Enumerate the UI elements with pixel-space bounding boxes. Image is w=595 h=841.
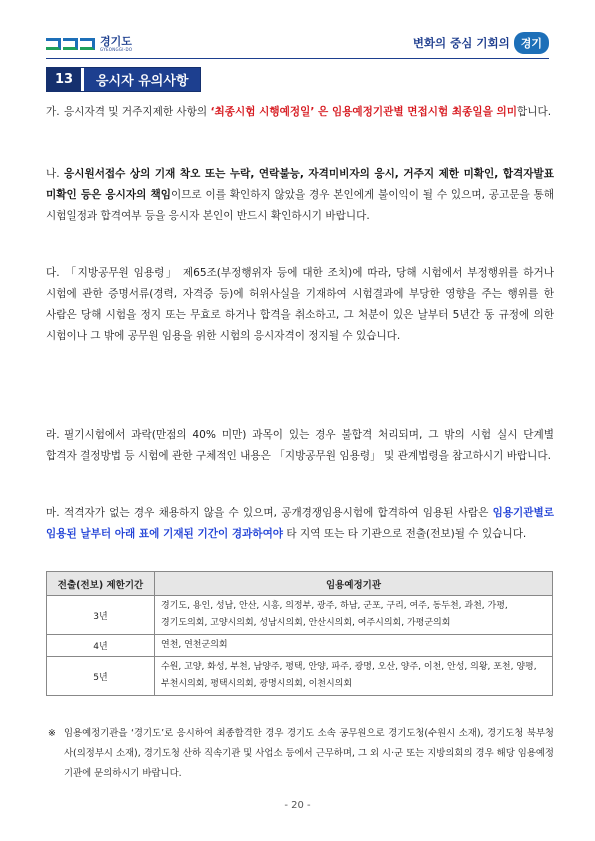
item-marker: 가. (46, 106, 60, 118)
logo-mark-icon (46, 38, 95, 50)
footnote (48, 724, 554, 784)
page-header (0, 0, 595, 62)
item-text: 적격자가 없는 경우 채용하지 않을 수 있으며, 공개경쟁임용시험에 합격하여 임용된 사람은 (64, 507, 493, 519)
item-ra (46, 425, 554, 467)
section-title: 응시자 유의사항 (84, 68, 200, 91)
orgs-cell: 수원, 고양, 화성, 부천, 남양주, 평택, 안양, 파주, 광명, 오산, 양주, 이천, 안성, 의왕, 포천, 양평, 부천시의회, 평택시의회, 광명시의회, 이천시의회 (155, 657, 553, 696)
item-highlight-red: ‘최종시험 시행예정일’ 은 임용예정기관별 면접시험 최종일을 의미 (210, 106, 517, 118)
item-na (46, 164, 554, 227)
section-number: 13 (47, 68, 81, 91)
item-highlight-blue: 임용기관별로 임용된 날부터 아래 표에 기재된 기간이 경과하여야 (46, 507, 554, 540)
table-row (47, 596, 553, 635)
item-text: 타 지역 또는 타 기관으로 전출(전보)될 수 있습니다. (283, 528, 527, 540)
table-header-period: 전출(전보) 제한기간 (47, 572, 155, 596)
transfer-restriction-table (46, 571, 553, 696)
logo-sub: GYEONGGI-DO (100, 47, 133, 52)
item-marker: 라. (46, 429, 60, 441)
note-symbol: ※ (48, 728, 56, 739)
note-text: 임용예정기관을 ‘경기도’로 응시하여 최종합격한 경우 경기도 소속 공무원으로 경기도청(수원시 소재), 경기도청 북부청사(의정부시 소재), 경기도청 산하 직속기관 및 사업소 등에서 근무하며, 그 외 시·군 또는 지방의회의 경우 해당 임용예정기관에 문의하시기 바랍니다. (64, 728, 554, 779)
item-da (46, 263, 554, 347)
period-cell: 5년 (47, 657, 155, 696)
section-heading (46, 67, 201, 92)
gyeonggi-logo (46, 33, 132, 55)
period-cell: 4년 (47, 635, 155, 657)
slogan-text: 변화의 중심 기회의 (412, 36, 510, 50)
item-text: 합니다. (517, 106, 552, 118)
header-divider (46, 58, 549, 59)
item-text: 필기시험에서 과락(만점의 40% 미만) 과목이 있는 경우 불합격 처리되며, 그 밖의 시험 실시 단계별 합격자 결정방법 등 시험에 관한 구체적인 내용은 「지방공무원 임용령」 및 관계법령을 참고하시기 바랍니다. (46, 429, 554, 462)
item-ga (46, 102, 554, 123)
item-text: 응시자격 및 거주지제한 사항의 (64, 106, 211, 118)
item-marker: 나. (46, 168, 60, 180)
orgs-cell: 경기도, 용인, 성남, 안산, 시흥, 의정부, 광주, 하남, 군포, 구리, 여주, 동두천, 과천, 가평, 경기도의회, 고양시의회, 성남시의회, 안산시의회, 여주시의회, 가평군의회 (155, 596, 553, 635)
page-number: - 20 - (284, 800, 311, 811)
table-header-orgs: 임용예정기관 (155, 572, 553, 596)
item-text: 이므로 이를 확인하지 않았을 경우 본인에게 불이익이 될 수 있으며, 공고문을 통해 시험일정과 합격여부 등을 응시자 본인이 반드시 확인하시기 바랍니다. (46, 189, 554, 222)
item-marker: 다. (46, 267, 60, 279)
slogan (413, 32, 549, 54)
item-marker: 마. (46, 507, 60, 519)
item-text: 「지방공무원 임용령」 제65조(부정행위자 등에 대한 조치)에 따라, 당해 시험에서 부정행위를 하거나 시험에 관한 증명서류(경력, 자격증 등)에 허위사실을 기재하여 시험결과에 부당한 영향을 주는 행위를 한 사람은 당해 시험을 정지 또는 무효로 하거나 합격을 취소하고, 그 처분이 있은 날부터 5년간 동 규정에 의한 시험이나 그 밖에 공무원 임용을 위한 시험의 응시자격이 정지될 수 있습니다. (46, 267, 554, 342)
orgs-cell: 연천, 연천군의회 (155, 635, 553, 657)
item-ma (46, 503, 554, 545)
item-highlight-bold: 응시원서접수 상의 기재 착오 또는 누락, 연락불능, 자격미비자의 응시, 거주지 제한 미확인, 합격자발표 미확인 등은 응시자의 책임 (46, 168, 554, 201)
logo-text: 경기도 (100, 35, 132, 48)
slogan-badge: 경기 (514, 32, 549, 54)
table-row (47, 635, 553, 657)
table-row (47, 657, 553, 696)
period-cell: 3년 (47, 596, 155, 635)
